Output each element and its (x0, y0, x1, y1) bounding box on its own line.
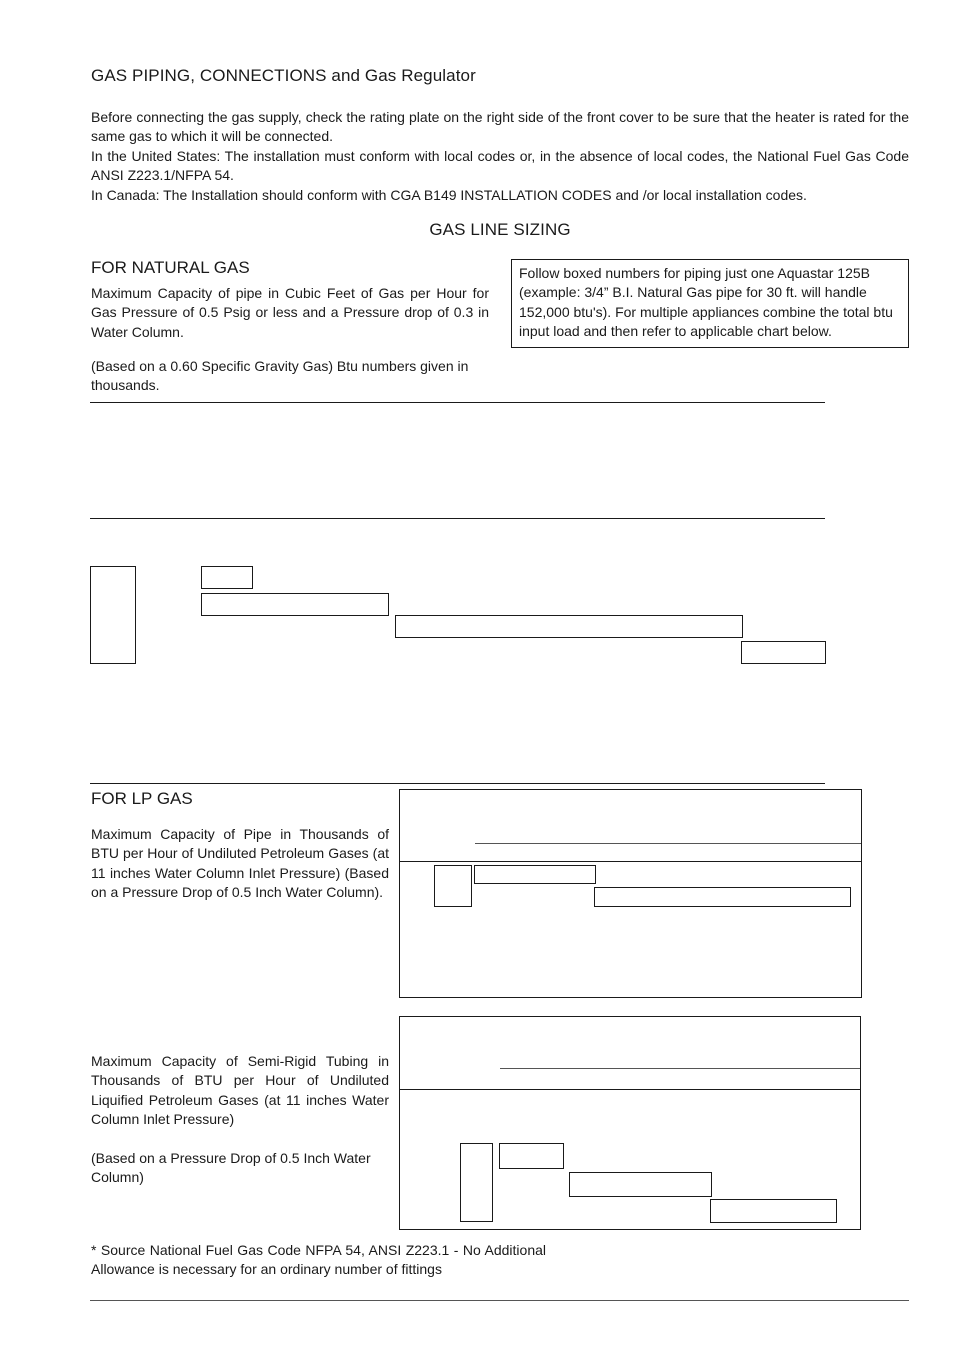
lp-pipe-highlight-box-1 (434, 865, 472, 907)
natural-gas-highlight-box-2 (201, 566, 253, 589)
natural-gas-highlight-box-3 (201, 593, 389, 616)
lp-pipe-table-subheader-rule (475, 843, 861, 844)
intro-text (91, 108, 909, 205)
natural-gas-description: Maximum Capacity of pipe in Cubic Feet of Gas per Hour for Gas Pressure of 0.5 Psig or less and a Pressure drop of 0.3 in Water Column. (91, 285, 489, 340)
intro-paragraph-canada: In Canada: The Installation should conform with CGA B149 INSTALLATION CODES and /or local installation codes. (91, 186, 807, 203)
lp-pipe-table-header-rule (400, 861, 861, 862)
lp-tubing-note: (Based on a Pressure Drop of 0.5 Inch Water Column) (91, 1149, 371, 1186)
lp-tubing-description (91, 1052, 389, 1187)
lp-tubing-table-header-rule (400, 1089, 860, 1090)
natural-gas-callout-box (511, 259, 909, 348)
natural-gas-note: (Based on a 0.60 Specific Gravity Gas) Btu numbers given in thousands. (91, 358, 469, 394)
page-bottom-rule (90, 1300, 909, 1301)
lp-gas-description: Maximum Capacity of Pipe in Thousands of BTU per Hour of Undiluted Petroleum Gases (at 11 inches Water Column Inlet Pressure) (Based on a Pressure Drop of 0.5 Inch Water Column). (91, 826, 389, 901)
lp-tubing-highlight-box-3 (569, 1172, 712, 1197)
intro-paragraph-us: In the United States: The installation must conform with local codes or, in the absence of local codes, the National Fuel Gas Code ANSI Z223.1/NFPA 54. (91, 147, 909, 184)
lp-tubing-highlight-box-2 (499, 1143, 564, 1169)
natural-gas-title: FOR NATURAL GAS (91, 258, 250, 277)
lp-pipe-highlight-box-3 (594, 887, 851, 907)
gas-line-sizing-title: GAS LINE SIZING (429, 220, 571, 239)
lp-pipe-highlight-box-2 (474, 865, 596, 884)
natural-gas-highlight-box-1 (90, 566, 136, 664)
natural-gas-highlight-box-4 (395, 615, 743, 638)
natural-gas-table-bottom-rule (90, 783, 825, 784)
lp-tubing-description-text: Maximum Capacity of Semi-Rigid Tubing in Thousands of BTU per Hour of Undiluted Liquified Petroleum Gases (at 11 inches Water Column Inlet Pressure) (91, 1053, 389, 1128)
natural-gas-highlight-box-5 (741, 641, 826, 664)
lp-gas-title: FOR LP GAS (91, 789, 193, 808)
natural-gas-table-header-rule (90, 518, 825, 519)
lp-tubing-table-subheader-rule (500, 1068, 860, 1069)
intro-paragraph-rating: Before connecting the gas supply, check the rating plate on the right side of the front cover to be sure that the heater is rated for the same gas to which it will be connected. (91, 109, 909, 145)
page-heading: GAS PIPING, CONNECTIONS and Gas Regulator (91, 66, 476, 85)
lp-tubing-highlight-box-4 (710, 1199, 837, 1223)
source-footnote: * Source National Fuel Gas Code NFPA 54, ANSI Z223.1 - No Additional Allowance is necessary for an ordinary number of fittings (91, 1242, 546, 1278)
natural-gas-table-top-rule (90, 402, 825, 403)
lp-tubing-highlight-box-1 (460, 1143, 493, 1222)
natural-gas-callout-text: Follow boxed numbers for piping just one Aquastar 125B (example: 3/4” B.I. Natural Gas pipe for 30 ft. will handle 152,000 btu's). For multiple appliances combine the total btu input load and then refer to applicable chart below. (519, 265, 893, 340)
